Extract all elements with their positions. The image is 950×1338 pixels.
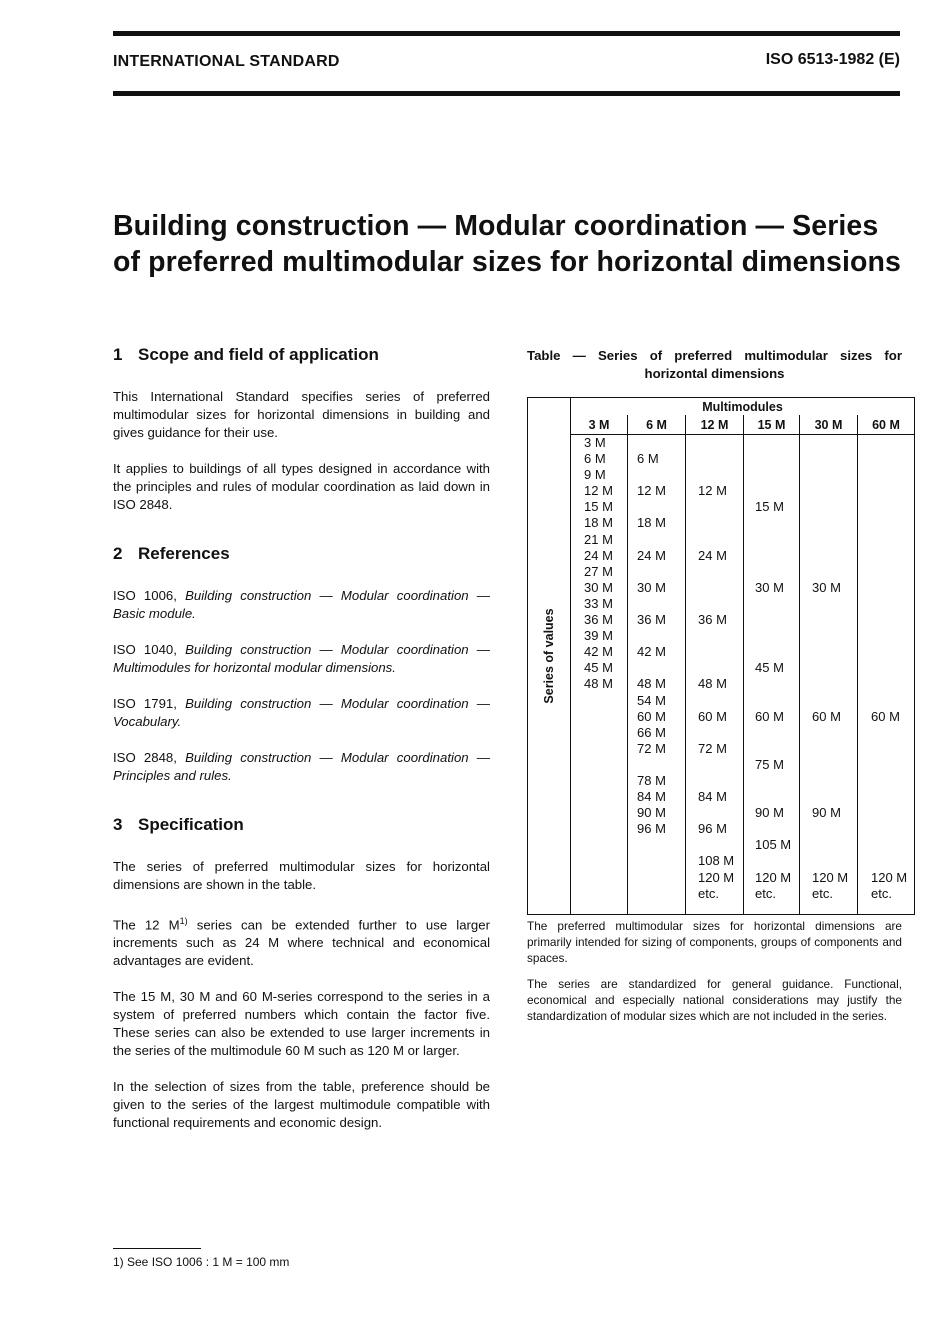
- table-cell: [812, 693, 857, 709]
- table-cell: 84 M: [698, 789, 727, 805]
- table-cell: [637, 435, 685, 451]
- table-cell: [812, 757, 857, 773]
- table-cell: 96 M: [698, 821, 727, 837]
- column-header: 3 M: [571, 415, 628, 435]
- table-cell: [637, 660, 685, 676]
- table-cell: [584, 821, 627, 837]
- table-cell: 60 M: [755, 708, 784, 724]
- table-cell: [584, 886, 627, 902]
- table-cell: [584, 741, 627, 757]
- table-cell: [698, 532, 743, 548]
- table-cell: 54 M: [637, 692, 666, 708]
- table-cell: [698, 693, 743, 709]
- table-cell: [755, 773, 799, 789]
- table-cell: 45 M: [755, 660, 784, 676]
- table-cell: 18 M: [637, 515, 666, 531]
- table-cell: 120 M: [698, 869, 735, 885]
- table-cell: [812, 789, 857, 805]
- table-cell: [755, 564, 799, 580]
- table-cell: 15 M: [755, 499, 784, 515]
- table-cell: [637, 870, 685, 886]
- table-cell: 66 M: [637, 724, 666, 740]
- table-cell: 120 M: [755, 869, 792, 885]
- table-cell: [812, 467, 857, 483]
- table-cell: [584, 805, 627, 821]
- table-cell: 90 M: [755, 805, 784, 821]
- table-cell: 24 M: [637, 547, 666, 563]
- table-cell: 24 M: [698, 547, 727, 563]
- table-cell: [871, 451, 914, 467]
- table-cell: [698, 628, 743, 644]
- table-cell: 120 M: [812, 869, 849, 885]
- table-cell: 9 M: [584, 467, 606, 483]
- table-cell: 36 M: [584, 612, 613, 628]
- table-cell: 36 M: [637, 612, 666, 628]
- table-cell: [812, 660, 857, 676]
- section-1-paragraph: It applies to buildings of all types designed in accordance with the principles and rules of modular coordination as laid down in ISO 2848.: [113, 461, 490, 512]
- footnote-rule: [113, 1248, 201, 1249]
- table-cell: 60 M: [812, 708, 841, 724]
- document-number: ISO 6513-1982 (E): [765, 51, 900, 68]
- table-cell: [755, 515, 799, 531]
- table-cell: [871, 612, 914, 628]
- table-cell: 3 M: [584, 435, 606, 450]
- table-cell: [871, 773, 914, 789]
- table-notes: [527, 918, 902, 1034]
- table-cell: [755, 644, 799, 660]
- table-cell: [698, 757, 743, 773]
- table-cell: [698, 564, 743, 580]
- table-cell: 12 M: [584, 483, 613, 499]
- table-cell: [584, 853, 627, 869]
- section-2-heading: 2 References: [113, 544, 230, 563]
- table-cell: 30 M: [584, 579, 613, 595]
- table-cell: 72 M: [698, 740, 727, 756]
- table-cell: [755, 467, 799, 483]
- table-cell: [871, 532, 914, 548]
- table-cell: 21 M: [584, 531, 613, 547]
- table-cell: 90 M: [637, 805, 666, 821]
- table-cell: 39 M: [584, 628, 613, 644]
- table-cell: [637, 564, 685, 580]
- table-cell: [871, 499, 914, 515]
- table-cell: [698, 515, 743, 531]
- column-header: 6 M: [628, 415, 686, 435]
- table-cell: [755, 612, 799, 628]
- table-cell: 75 M: [755, 756, 784, 772]
- table-cell: [871, 435, 914, 451]
- table-cell: [637, 499, 685, 515]
- table-cell: [812, 821, 857, 837]
- table-cell: [812, 435, 857, 451]
- table-cell: [698, 725, 743, 741]
- table-cell: [812, 741, 857, 757]
- table-cell: 78 M: [637, 772, 666, 788]
- table-cell: 36 M: [698, 612, 727, 628]
- reference-item: ISO 1040, Building construction — Modular coordination — Multimodules for horizontal modular dimensions.: [113, 642, 490, 675]
- table-cell: [812, 483, 857, 499]
- table-cell: 105 M: [755, 837, 792, 853]
- table-cell: [755, 821, 799, 837]
- table-cell: [584, 693, 627, 709]
- document-type: INTERNATIONAL STANDARD: [113, 53, 340, 70]
- table-cell: 42 M: [637, 644, 666, 660]
- section-1-paragraph: This International Standard specifies series of preferred multimodular sizes for horizontal dimensions in building and gives guidance for their use.: [113, 389, 490, 440]
- document-title: [113, 208, 913, 280]
- table-cell: [755, 741, 799, 757]
- table-cell: [871, 564, 914, 580]
- table-cell: [584, 709, 627, 725]
- column-values: [800, 435, 858, 915]
- reference-item: ISO 1791, Building construction — Modular coordination — Vocabulary.: [113, 696, 490, 729]
- table-cell: [637, 757, 685, 773]
- section-3-paragraph: The 15 M, 30 M and 60 M-series correspond to the series in a system of preferred numbers which contain the factor five. These series can also be extended to use larger increments in the series of the multimodule 60 M such as 120 M or larger.: [113, 989, 490, 1059]
- table-cell: 6 M: [584, 451, 606, 467]
- table-cell: 45 M: [584, 660, 613, 676]
- table-cell: [812, 532, 857, 548]
- table-cell: [698, 596, 743, 612]
- table-cell: [698, 499, 743, 515]
- table-cell: 27 M: [584, 563, 613, 579]
- side-label-cell: [528, 398, 571, 915]
- column-header: 30 M: [800, 415, 858, 435]
- left-column: [113, 345, 490, 1150]
- table-cell: 18 M: [584, 515, 613, 531]
- table-cell: [584, 725, 627, 741]
- table-cell: 12 M: [698, 483, 727, 499]
- table-caption: [527, 347, 902, 383]
- table-cell: 48 M: [584, 676, 613, 692]
- table-cell: [812, 499, 857, 515]
- section-1-heading: 1 Scope and field of application: [113, 345, 379, 364]
- table-cell: [755, 435, 799, 451]
- table-cell: 30 M: [812, 579, 841, 595]
- table-cell: 84 M: [637, 789, 666, 805]
- table-cell: 60 M: [698, 708, 727, 724]
- table-cell: 24 M: [584, 547, 613, 563]
- table-cell: [871, 805, 914, 821]
- table-cell: [871, 596, 914, 612]
- section-3-paragraph: In the selection of sizes from the table, preference should be given to the series of the largest multimodule compatible with functional requirements and economic design.: [113, 1079, 490, 1131]
- table-cell: [871, 644, 914, 660]
- table-cell: [584, 870, 627, 886]
- table-cell: [812, 853, 857, 869]
- table-cell: [871, 725, 914, 741]
- reference-item: ISO 1006, Building construction — Modular coordination — Basic module.: [113, 588, 490, 621]
- table-cell: [698, 435, 743, 451]
- footnote-ref: 1): [179, 916, 188, 926]
- table-cell: [637, 467, 685, 483]
- table-cell: [812, 676, 857, 692]
- column-header: 15 M: [744, 415, 800, 435]
- table-cell: [698, 467, 743, 483]
- table-cell: 72 M: [637, 740, 666, 756]
- table-cell: [812, 725, 857, 741]
- title-line-2: of preferred multimodular sizes for horizontal dimensions: [113, 246, 901, 278]
- table-cell: [871, 837, 914, 853]
- table-cell: 96 M: [637, 821, 666, 837]
- table-cell: [698, 580, 743, 596]
- table-cell: [871, 483, 914, 499]
- title-line-1: Building construction — Modular coordination — Series: [113, 210, 879, 242]
- table-cell: [755, 789, 799, 805]
- table-cell: [812, 628, 857, 644]
- table-cell: [637, 628, 685, 644]
- table-cell: [698, 451, 743, 467]
- table-cell: [871, 676, 914, 692]
- table-cell: [871, 853, 914, 869]
- table-cell: [698, 644, 743, 660]
- table-cell: 108 M: [698, 853, 735, 869]
- table-cell: [812, 837, 857, 853]
- table-cell: [812, 773, 857, 789]
- table-cell: etc.: [698, 885, 719, 901]
- table-cell: [871, 628, 914, 644]
- table-note: The series are standardized for general guidance. Functional, economical and especially national considerations may justify the standardization of modular sizes which are not included in the series.: [527, 977, 902, 1023]
- table-cell: [584, 773, 627, 789]
- table-cell: [871, 693, 914, 709]
- section-3-heading: 3 Specification: [113, 815, 244, 834]
- column-header: 60 M: [858, 415, 915, 435]
- table-cell: [584, 837, 627, 853]
- table-cell: [871, 821, 914, 837]
- table-cell: [812, 612, 857, 628]
- table-cell: [812, 564, 857, 580]
- top-rule: [113, 31, 900, 36]
- table-cell: [812, 451, 857, 467]
- column-header: 12 M: [686, 415, 744, 435]
- table-cell: [755, 532, 799, 548]
- table-cell: [812, 515, 857, 531]
- table-cell: [871, 548, 914, 564]
- table-cell: [755, 853, 799, 869]
- table-note: The preferred multimodular sizes for horizontal dimensions are primarily intended for sizing of components, groups of components and spaces.: [527, 919, 902, 965]
- header-rule: [113, 91, 900, 96]
- table-cell: etc.: [812, 885, 833, 901]
- table-cell: [871, 580, 914, 596]
- table-cell: [871, 741, 914, 757]
- table-cell: [871, 515, 914, 531]
- column-values: [744, 435, 800, 915]
- table-cell: [871, 660, 914, 676]
- table-cell: [755, 676, 799, 692]
- table-cell: [755, 725, 799, 741]
- series-of-values-label: Series of values: [542, 608, 556, 704]
- table-cell: 30 M: [637, 579, 666, 595]
- table-cell: 60 M: [637, 708, 666, 724]
- table-cell: [871, 789, 914, 805]
- multimodules-header: Multimodules: [571, 398, 915, 416]
- reference-item: ISO 2848, Building construction — Modular coordination — Principles and rules.: [113, 750, 490, 783]
- table-cell: 15 M: [584, 499, 613, 515]
- table-cell: 90 M: [812, 805, 841, 821]
- table-cell: 60 M: [871, 708, 900, 724]
- column-values: [628, 435, 686, 915]
- table-cell: [584, 789, 627, 805]
- footnote: 1) See ISO 1006 : 1 M = 100 mm: [113, 1255, 290, 1269]
- table-cell: [812, 644, 857, 660]
- column-values: [858, 435, 915, 915]
- table-cell: [698, 805, 743, 821]
- table-cell: etc.: [871, 885, 892, 901]
- table-cell: 48 M: [698, 676, 727, 692]
- table-cell: [871, 467, 914, 483]
- table-cell: 48 M: [637, 676, 666, 692]
- table-caption-line-1: Table — Series of preferred multimodular sizes for: [527, 348, 902, 363]
- table-cell: [637, 596, 685, 612]
- table-cell: [637, 837, 685, 853]
- table-cell: [755, 693, 799, 709]
- table-cell: [637, 886, 685, 902]
- table-cell: 42 M: [584, 644, 613, 660]
- table-cell: 12 M: [637, 483, 666, 499]
- table-cell: 120 M: [871, 869, 908, 885]
- table-cell: [637, 853, 685, 869]
- table-cell: [637, 532, 685, 548]
- multimodule-table: [527, 397, 915, 915]
- section-3-paragraph: The series of preferred multimodular sizes for horizontal dimensions are shown in the table.: [113, 859, 490, 892]
- table-cell: [812, 596, 857, 612]
- table-cell: [698, 660, 743, 676]
- table-cell: 6 M: [637, 451, 659, 467]
- table-cell: [755, 451, 799, 467]
- table-cell: 30 M: [755, 579, 784, 595]
- table-cell: [755, 628, 799, 644]
- table-caption-line-2: horizontal dimensions: [644, 366, 785, 381]
- table-cell: [812, 548, 857, 564]
- table-cell: [755, 548, 799, 564]
- column-values: [686, 435, 744, 915]
- column-values: [571, 435, 628, 915]
- table-cell: [584, 757, 627, 773]
- section-3-paragraph: The 12 $M^{1)}$ series can be extended further to use larger increments such as 24 M where technical and economical advantages are evident.: [113, 916, 490, 969]
- table-cell: 33 M: [584, 595, 613, 611]
- table-cell: etc.: [755, 885, 776, 901]
- table-cell: [755, 483, 799, 499]
- table-cell: [871, 757, 914, 773]
- table-cell: [698, 837, 743, 853]
- table-cell: [755, 596, 799, 612]
- table-cell: [698, 773, 743, 789]
